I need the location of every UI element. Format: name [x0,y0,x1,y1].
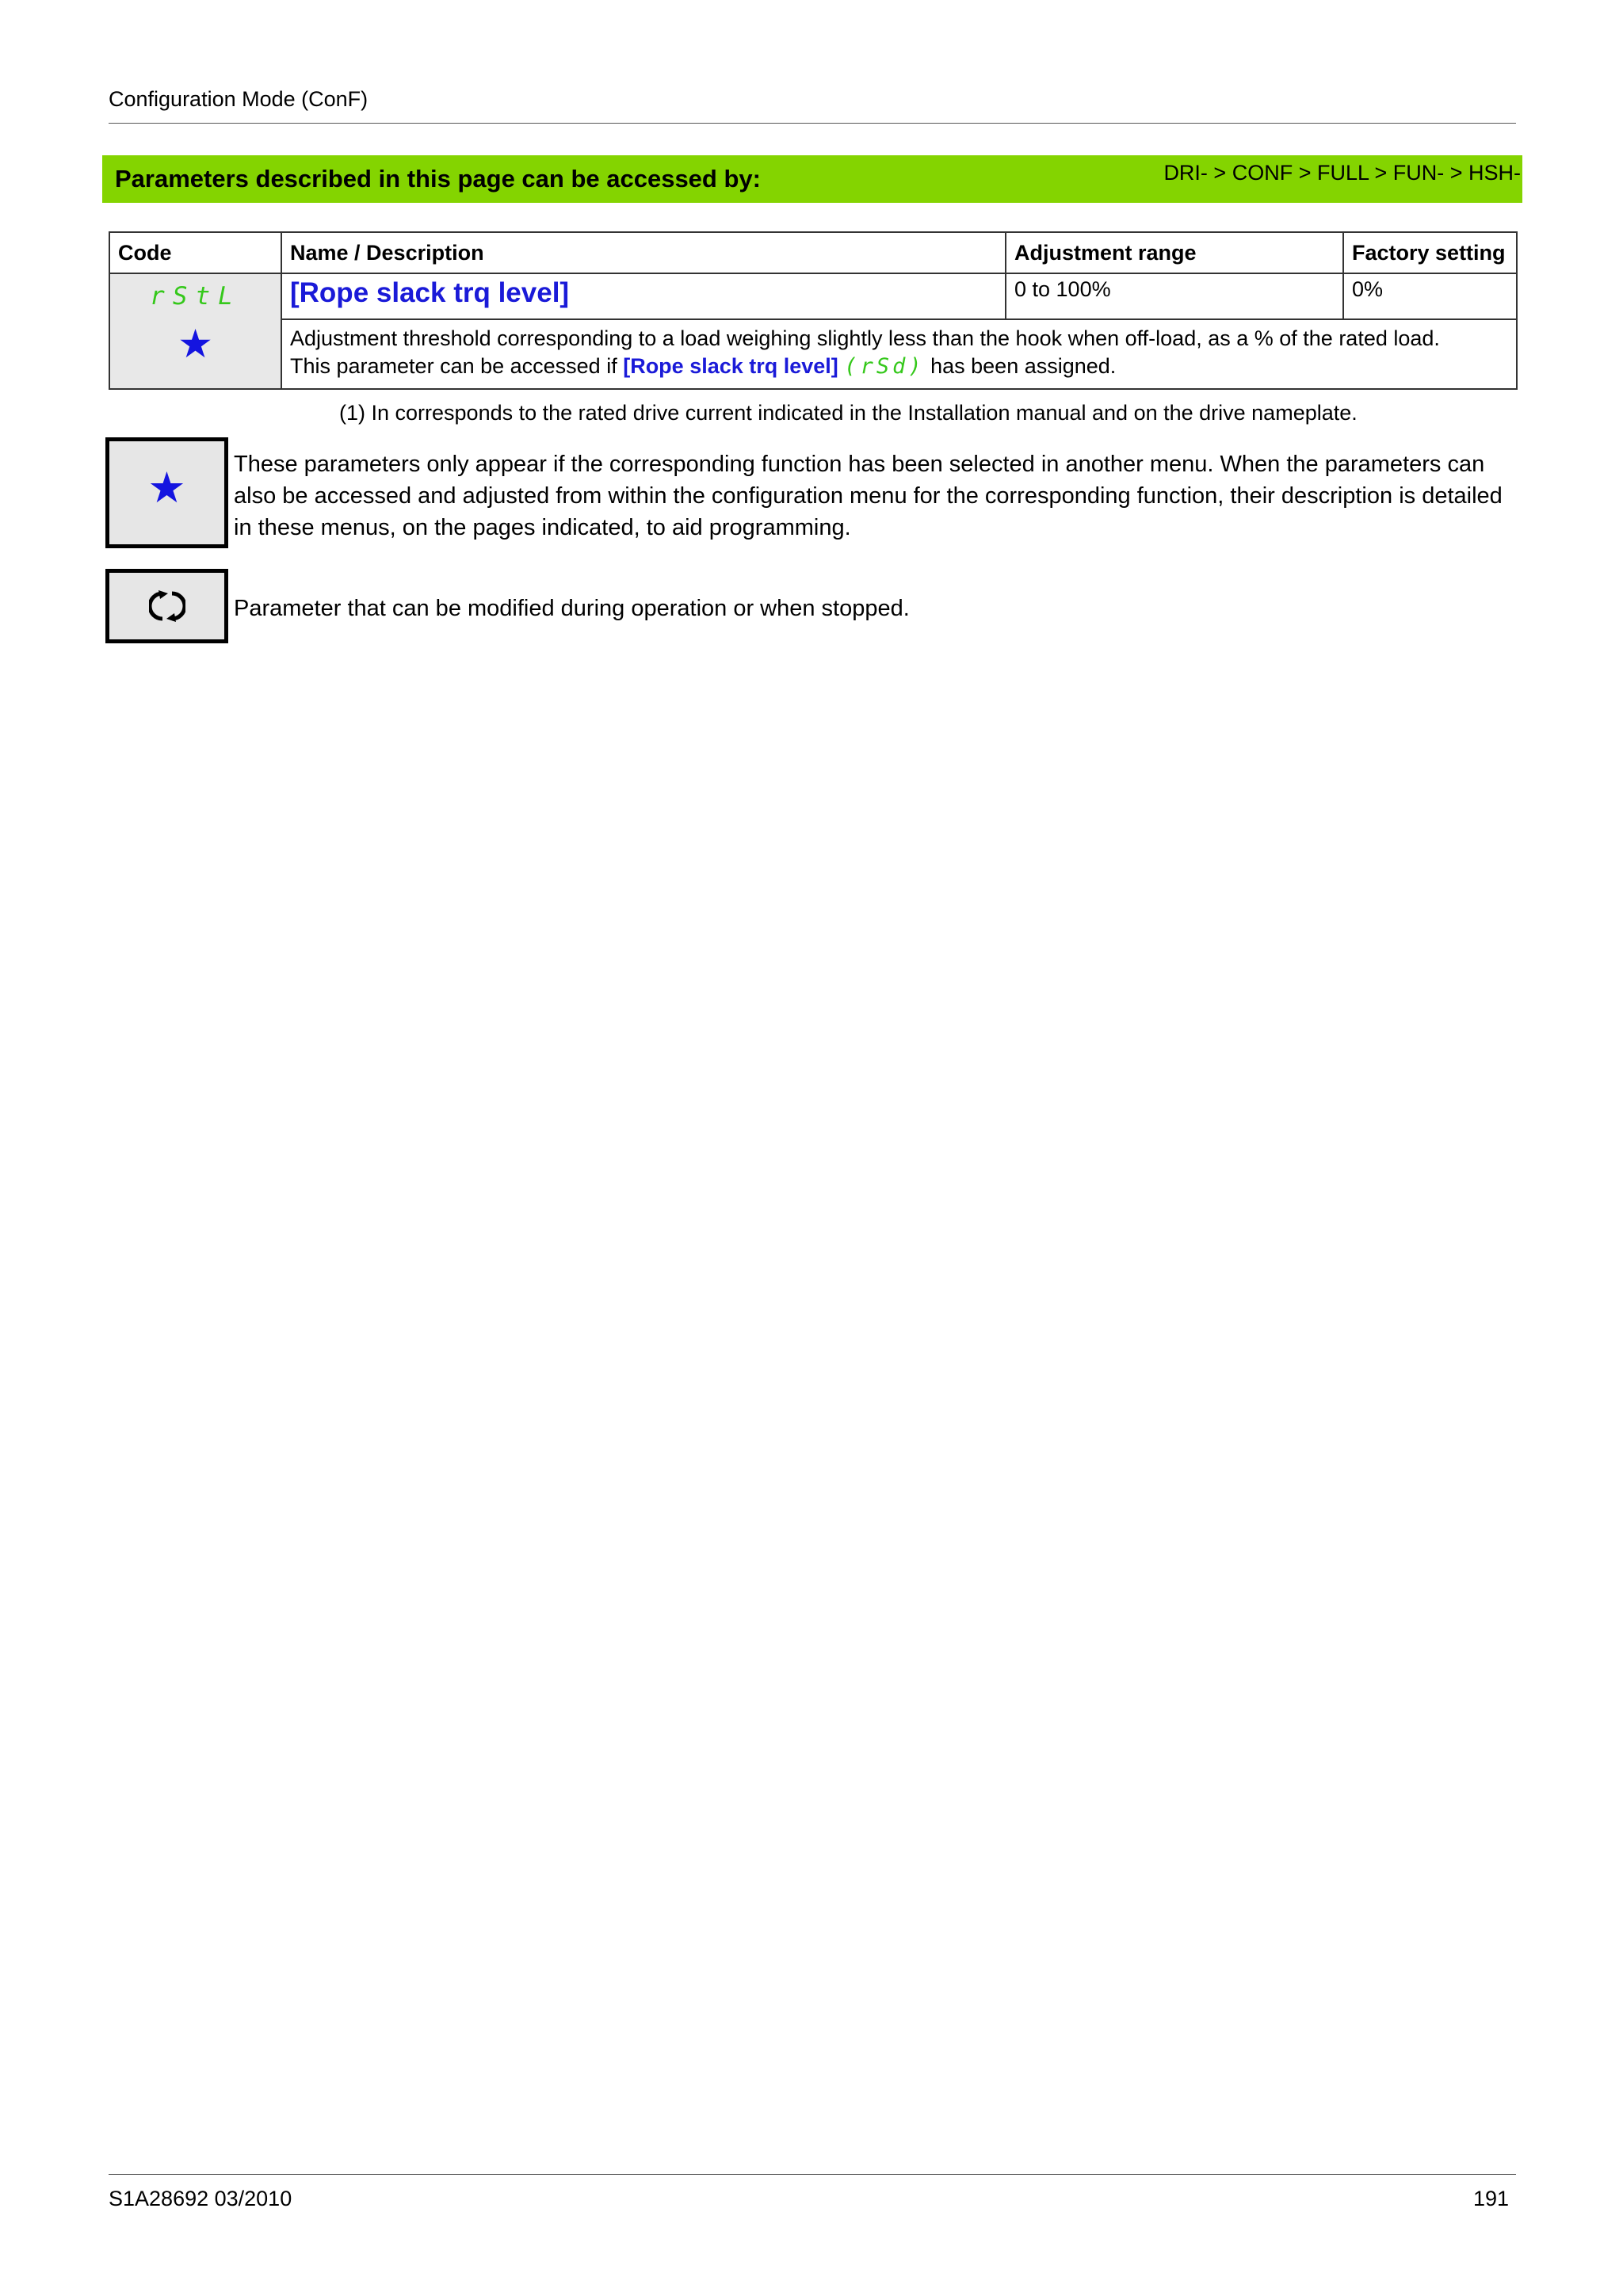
parameter-code: rStL [150,282,241,311]
parameter-name: [Rope slack trq level] [290,277,570,308]
description-line-2 [290,353,1508,380]
adjustment-range: 0 to 100% [1006,273,1343,319]
column-header-name: Name / Description [281,232,1006,273]
legend-star-box [105,437,228,548]
legend-star-text: These parameters only appear if the corresponding function has been selected in another menu. When the parameters can also be accessed and adjusted from within the configuration menu for the corresponding function, their description is detailed in these menus, on the pages indicated, to aid programming. [234,452,1503,540]
table-row-description [109,319,1517,389]
header-divider [109,123,1516,124]
description-param-ref: [Rope slack trq level] [623,354,838,378]
footer-page-number: 191 [1472,2187,1509,2210]
parameter-table [109,231,1518,390]
legend-rotate-text: Parameter that can be modified during operation or when stopped. [234,596,910,621]
column-header-factory: Factory setting [1343,232,1517,273]
column-header-range: Adjustment range [1006,232,1343,273]
table-header-row [109,232,1517,273]
factory-setting: 0% [1343,273,1517,319]
column-header-code: Code [109,232,281,273]
legend-rotate-box [105,569,228,643]
description-suffix: has been assigned. [924,354,1117,378]
footer-doc-ref: S1A28692 03/2010 [109,2187,292,2210]
access-bar-title: Parameters described in this page can be accessed by: [115,165,761,193]
rotate-icon [149,589,185,624]
footer-divider [109,2174,1516,2175]
access-bar [102,155,1522,203]
parameter-name-cell [281,273,1006,319]
page-header-title: Configuration Mode (ConF) [109,87,369,111]
access-menu-path: DRI- > CONF > FULL > FUN- > HSH- [1163,161,1521,185]
star-icon: ★ [178,322,213,366]
table-row [109,273,1517,319]
description-code-ref: (rSd) [844,354,925,379]
description-line-1: Adjustment threshold corresponding to a load weighing slightly less than the hook when off-load, as a % of the rated load. [290,326,1440,350]
star-icon: ★ [147,463,186,512]
footnote: (1) In corresponds to the rated drive current indicated in the Installation manual and on the drive nameplate. [339,401,1358,425]
parameter-description [281,319,1517,389]
description-prefix: This parameter can be accessed if [290,354,624,378]
parameter-code-cell [109,273,281,389]
